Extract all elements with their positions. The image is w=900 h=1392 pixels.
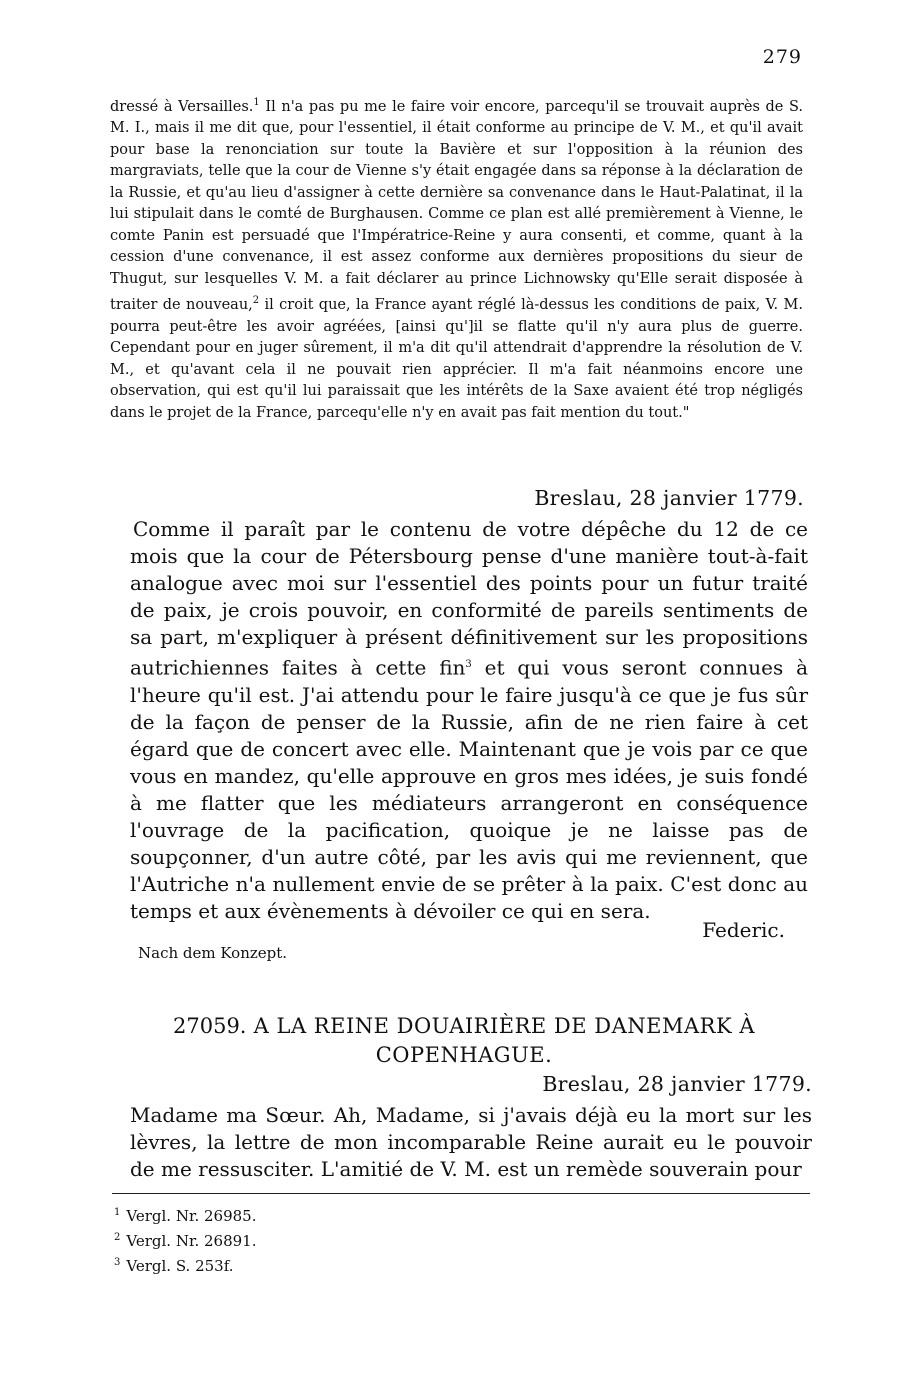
section-title: A LA REINE DOUAIRIÈRE DE DANEMARK À COPENHAGUE. — [253, 1014, 755, 1067]
footnote-divider — [112, 1193, 810, 1194]
footnote-1-mark: 1 — [114, 1207, 121, 1218]
section-number: 27059. — [173, 1014, 247, 1038]
quote-text-part-1: dressé à Versailles. — [110, 98, 254, 115]
footnote-3-text: Vergl. S. 253f. — [126, 1257, 234, 1275]
letter-1-text-part-1: Comme il paraît par le contenu de votre dépêche du 12 de ce mois que la cour de Pétersbourg pense d'une manière tout-à-fait analogue avec moi sur l'essentiel des points pour un futur traité de paix, je crois pouvoir, en conformité de pareils sentiments de sa part, m'expliquer à présent définitivement sur les propositions autrichiennes faites à cette fin — [130, 517, 808, 680]
letter-1-body — [130, 516, 808, 925]
footnote-ref-3: 3 — [465, 659, 472, 670]
quoted-report — [110, 92, 803, 424]
footnote-3 — [114, 1252, 256, 1277]
page-number: 279 — [762, 46, 802, 68]
quote-text-part-3: il croit que, la France ayant réglé là-dessus les conditions de paix, V. M. pourra peut-être les avoir agréées, [ainsi qu']il se flatte qu'il n'y aura plus de guerre. Cependant pour en juger sûrement, il m'a dit qu'il attendrait d'apprendre la résolution de V. M., et qu'avant cela il ne pouvait rien apprécier. Il m'a fait néanmoins encore une observation, qui est qu'il lui paraissait que les intérêts de la Saxe avaient été trop négligés dans le projet de la France, parcequ'elle n'y en avait pas fait mention du tout." — [110, 297, 803, 421]
source-note: Nach dem Konzept. — [138, 944, 288, 962]
letter-2-body — [130, 1102, 812, 1183]
section-heading — [116, 1012, 812, 1070]
letter-1-text-part-2: et qui vous seront connues à l'heure qu'il est. J'ai attendu pour le faire jusqu'à ce que je fus sûr de la façon de penser de la Russie, afin de ne rien faire à cet égard que de concert avec elle. Maintenant que je vois par ce que vous en mandez, qu'elle approuve en gros mes idées, je suis fondé à me flatter que les médiateurs arrangeront en conséquence l'ouvrage de la pacification, quoique je ne laisse pas de soupçonner, d'un autre côté, par les avis qui me reviennent, que l'Autriche n'a nullement envie de se prêter à la paix. C'est donc au temps et aux évènements à dévoiler ce qui en sera. — [130, 655, 808, 923]
footnote-ref-2: 2 — [252, 295, 260, 307]
quote-text-part-2: Il n'a pas pu me le faire voir encore, parcequ'il se trouvait auprès de S. M. I., mais il me dit que, pour l'essentiel, il était conforme au principe de V. M., et qu'il avait pour base la renonciation sur toute la Bavière et sur l'opposition à la réunion des margraviats, telle que la cour de Vienne s'y était engagée dans sa réponse à la déclaration de la Russie, et qu'au lieu d'assigner à cette dernière sa convenance dans le Haut-Palatinat, il la lui stipulait dans le comté de Burghausen. Comme ce plan est allé premièrement à Vienne, le comte Panin est persuadé que l'Impératrice-Reine y aura consenti, et comme, quant à la cession d'une convenance, il est assez conforme aux dernières propositions du sieur de Thugut, sur lesquelles V. M. a fait déclarer au prince Lichnowsky qu'Elle serait disposée à traiter de nouveau, — [110, 98, 803, 314]
footnote-2-mark: 2 — [114, 1232, 121, 1243]
letter-1-paragraph — [130, 516, 808, 925]
footnote-1-text: Vergl. Nr. 26985. — [126, 1207, 257, 1225]
footnote-ref-1: 1 — [253, 97, 260, 108]
footnote-1 — [114, 1202, 256, 1227]
footnote-2-text: Vergl. Nr. 26891. — [126, 1232, 257, 1250]
dateline-letter-1: Breslau, 28 janvier 1779. — [534, 486, 804, 510]
footnotes — [114, 1202, 256, 1277]
footnote-3-mark: 3 — [114, 1257, 121, 1268]
signature: Federic. — [702, 918, 785, 942]
letter-2-paragraph: Madame ma Sœur. Ah, Madame, si j'avais déjà eu la mort sur les lèvres, la lettre de mon incomparable Reine aurait eu le pouvoir de me ressusciter. L'amitié de V. M. est un remède souverain pour — [130, 1103, 812, 1181]
dateline-letter-2: Breslau, 28 janvier 1779. — [542, 1072, 812, 1096]
quoted-report-paragraph — [110, 92, 803, 424]
footnote-2 — [114, 1227, 256, 1252]
